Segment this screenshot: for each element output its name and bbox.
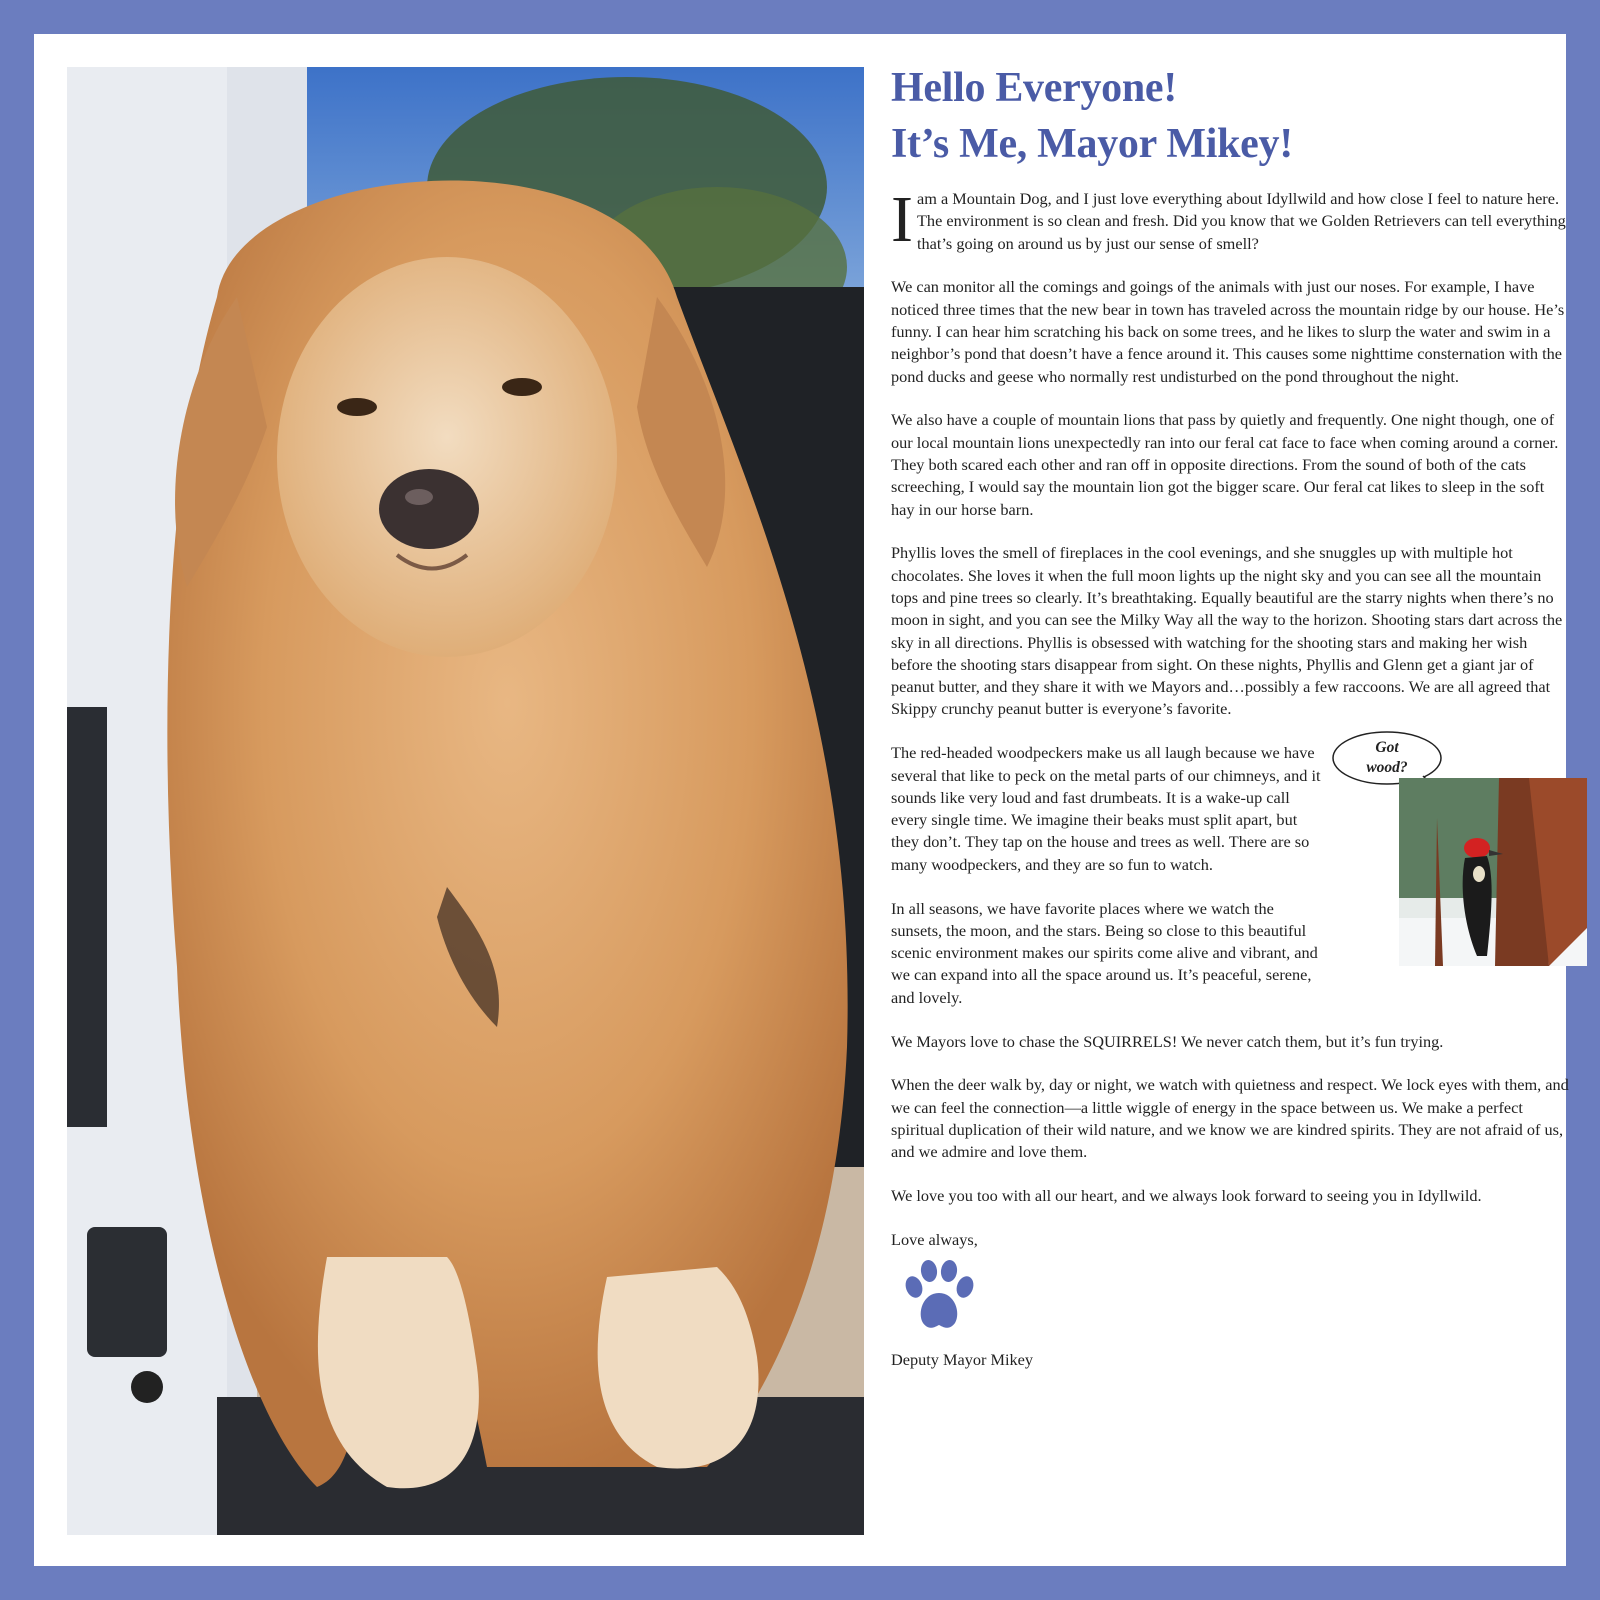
drop-cap: I — [891, 183, 913, 256]
woodpecker-section — [891, 739, 1569, 1009]
dog-illustration — [67, 67, 864, 1535]
closing-block — [891, 1229, 1569, 1371]
paragraph-intro-text: am a Mountain Dog, and I just love everything about Idyllwild and how close I feel to nature here. The environment is so clean and fresh. Did you know that we Golden Retrievers can tell everything that’s going on around us by just our sense of smell? — [916, 189, 1566, 253]
paragraph-farewell: We love you too with all our heart, and we always look forward to seeing you in Idyllwild. — [891, 1185, 1482, 1205]
paragraph-deer: When the deer walk by, day or night, we watch with quietness and respect. We lock eyes with them, and we can feel the connection—a little wiggle of energy in the space between us. We make a perfect spiritual duplication of their wild nature, and we know we are kindred spirits. They are not afraid of us, and we admire and love them. — [891, 1075, 1569, 1162]
paw-print-icon — [899, 1257, 979, 1337]
paragraph-seasons: In all seasons, we have favorite places where we watch the sunsets, the moon, and the stars. Being so close to this beautiful scenic environment makes our spirits come alive and vibrant, and we can expand into all the space around us. It’s peaceful, serene, and lovely. — [891, 898, 1318, 1007]
headline-line-2: It’s Me, Mayor Mikey! — [891, 121, 1293, 167]
headline — [891, 60, 1569, 172]
speech-bubble-line-2: wood? — [1366, 759, 1408, 777]
paragraph-woodpeckers: The red-headed woodpeckers make us all laugh because we have several that like to peck on the metal parts of our chimneys, and it sounds like very loud and fast drumbeats. It is a wake-up call every single time. We imagine their beaks must split apart, but they don’t. They tap on the house and trees as well. There are so many woodpeckers, and they are so fun to watch. — [891, 743, 1321, 874]
paragraph-bear: We can monitor all the comings and goings of the animals with just our noses. For example, I have noticed three times that the new bear in town has traveled across the mountain ridge by our house. He’s funny. I can hear him scratching his back on some trees, and he likes to slurp the water and swim in a neighbor’s pond that doesn’t have a fence around it. This causes some nighttime consternation with the pond ducks and geese who normally rest undisturbed on the pond throughout the night. — [891, 277, 1565, 386]
woodpecker-photo — [1399, 778, 1587, 966]
salutation: Love always, — [891, 1229, 978, 1249]
speech-bubble-line-1: Got — [1375, 739, 1399, 757]
letter-column — [891, 60, 1569, 1371]
paragraph-squirrels: We Mayors love to chase the SQUIRRELS! We never catch them, but it’s fun trying. — [891, 1031, 1444, 1051]
paragraph-mountain-lions: We also have a couple of mountain lions that pass by quietly and frequently. One night though, one of our local mountain lions unexpectedly ran into our feral cat face to face when coming around a corner. They both scared each other and ran off in opposite directions. From the sound of both of the cats screeching, I would say the mountain lion got the bigger scare. Our feral cat likes to sleep in the soft hay in our horse barn. — [891, 410, 1559, 519]
headline-line-1: Hello Everyone! — [891, 65, 1177, 111]
paragraph-night-sky: Phyllis loves the smell of fireplaces in the cool evenings, and she snuggles up with multiple hot chocolates. She loves it when the full moon lights up the night sky and you can see all the mountain tops and pine trees so clearly. It’s breathtaking. Equally beautiful are the starry nights when there’s no moon in sight, and you can see the Milky Way all the way to the horizon. Shooting stars dart across the sky in all directions. Phyllis is obsessed with watching for the shooting stars and making her wish before the shooting stars disappear from sight. On these nights, Phyllis and Glenn get a giant jar of peanut butter, and they share it with we Mayors and…possibly a few raccoons. We are all agreed that Skippy crunchy peanut butter is everyone’s favorite. — [891, 543, 1563, 719]
letter-body — [891, 183, 1569, 1207]
woodpecker-illustration — [1399, 778, 1587, 966]
golden-retriever-photo — [67, 67, 864, 1535]
signature: Deputy Mayor Mikey — [891, 1349, 1033, 1369]
woodpecker-figure — [1331, 739, 1587, 966]
newsletter-page — [34, 34, 1569, 1566]
paragraph-intro — [891, 183, 1569, 256]
